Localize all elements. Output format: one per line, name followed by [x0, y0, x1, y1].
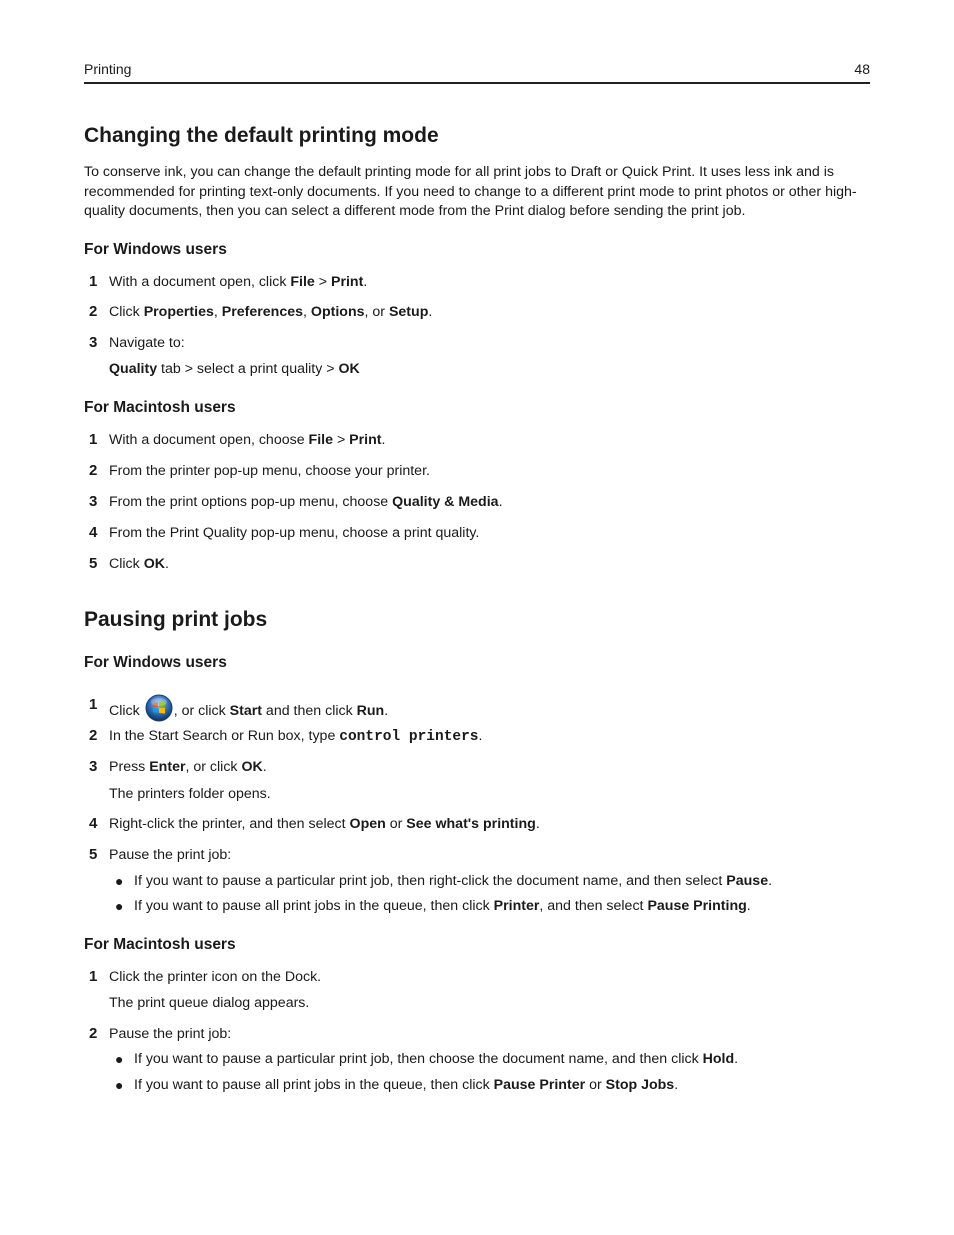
step-text: Click , or click Start and then click Run. [109, 694, 388, 722]
subheading-windows-2: For Windows users [84, 654, 227, 671]
step-detail: The print queue dialog appears. [109, 995, 310, 1011]
section-name: Printing [84, 61, 132, 77]
step-number: 3 [89, 493, 98, 510]
step-number: 1 [89, 968, 98, 985]
section-title-default-mode: Changing the default printing mode [84, 124, 439, 147]
windows-start-icon [145, 694, 173, 722]
step-text: Navigate to: [109, 335, 185, 351]
step-number: 2 [89, 303, 98, 320]
step-detail: The printers folder opens. [109, 786, 271, 802]
step-text: Click the printer icon on the Dock. [109, 969, 322, 985]
step-text: With a document open, click File > Print. [109, 274, 368, 290]
step-number: 1 [89, 431, 98, 448]
subheading-mac-2: For Macintosh users [84, 936, 236, 953]
bullet-icon: ● [115, 1051, 124, 1067]
step-number: 4 [89, 524, 98, 541]
step-text: From the printer pop-up menu, choose your printer. [109, 463, 430, 479]
step-text: In the Start Search or Run box, type control printers. [109, 728, 483, 745]
step-text: Pause the print job: [109, 1026, 232, 1042]
subheading-windows-1: For Windows users [84, 241, 227, 258]
step-text: From the Print Quality pop-up menu, choose a print quality. [109, 525, 480, 541]
section-title-pausing: Pausing print jobs [84, 608, 268, 631]
code-text: control printers [339, 729, 479, 745]
subheading-mac-1: For Macintosh users [84, 399, 236, 416]
step-number: 3 [89, 758, 98, 775]
page-number: 48 [854, 61, 870, 77]
step-number: 1 [89, 273, 98, 290]
step-text: With a document open, choose File > Print. [109, 432, 386, 448]
step-number: 4 [89, 815, 98, 832]
step-text: Press Enter, or click OK. [109, 759, 267, 775]
step-number: 3 [89, 334, 98, 351]
bullet-icon: ● [115, 1077, 124, 1093]
step-number: 1 [89, 696, 98, 713]
step-text: Pause the print job: [109, 847, 232, 863]
step-text: Right-click the printer, and then select Open or See what's printing. [109, 816, 540, 832]
step-text: Click Properties, Preferences, Options, or Setup. [109, 304, 433, 320]
bullet-icon: ● [115, 898, 124, 914]
page-header [84, 60, 870, 84]
step-number: 5 [89, 846, 98, 863]
step-number: 2 [89, 1025, 98, 1042]
step-detail: Quality tab > select a print quality > OK [109, 361, 360, 377]
step-number: 2 [89, 462, 98, 479]
step-number: 2 [89, 727, 98, 744]
step-number: 5 [89, 555, 98, 572]
step-text: Click OK. [109, 556, 169, 572]
bullet-icon: ● [115, 873, 124, 889]
intro-paragraph: To conserve ink, you can change the default printing mode for all print jobs to Draft or Quick Print. It uses less ink and is recommended for printing text-only documents. If you need to change to a different print mode to print photos or other high-quality documents, then you can select a different mode from the Print dialog before sending the print job. [84, 164, 857, 219]
step-text: From the print options pop-up menu, choose Quality & Media. [109, 494, 503, 510]
